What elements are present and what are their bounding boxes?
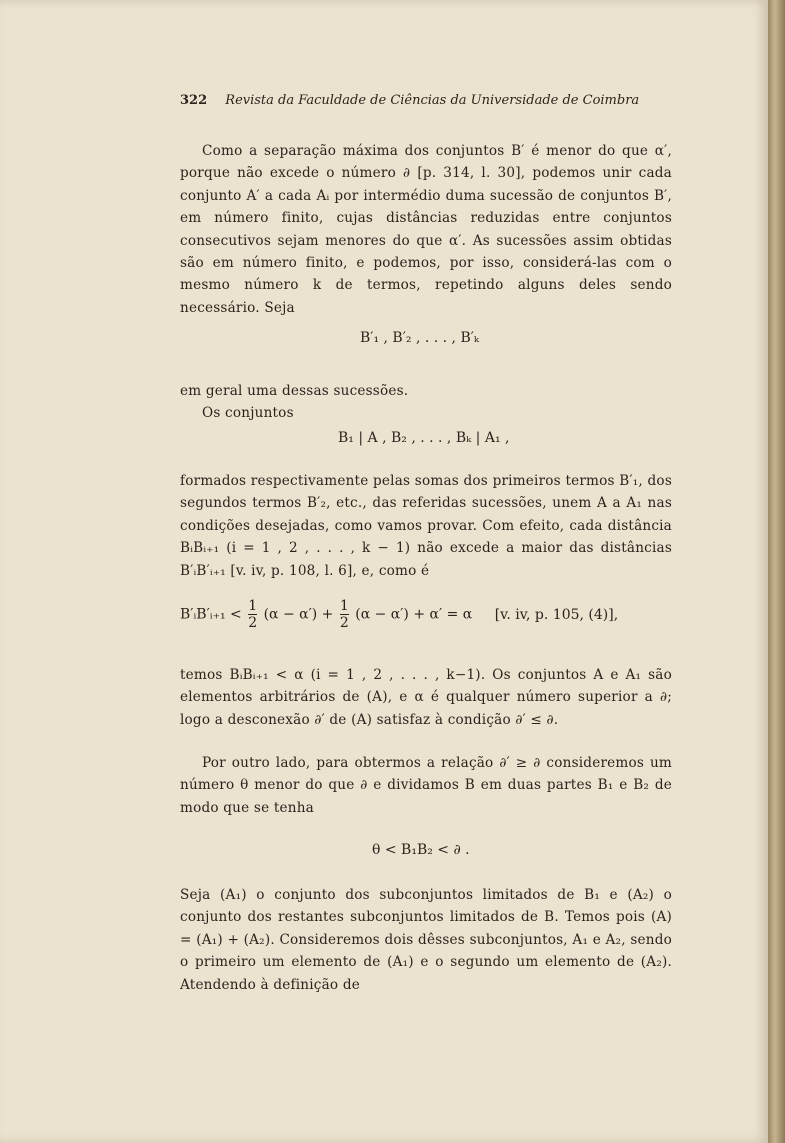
fraction-numerator: 1 — [339, 598, 349, 614]
equation-theta: θ < B₁B₂ < ∂ . — [372, 842, 470, 858]
equation-sums: B₁ | A , B₂ , . . . , Bₖ | A₁ , — [338, 430, 510, 446]
book-spine — [768, 0, 785, 1143]
fraction-half-1 — [248, 598, 257, 631]
paragraph-6-text: Seja (A₁) o conjunto dos subconjuntos limitados de B₁ e (A₂) o conjunto dos restantes subconjuntos limitados de B. Temos pois (A) = (A₁) + (A₂). Consideremos dois dêsses subconjuntos, A₁ e A₂, sendo o primeiro um elemento de (A₁) e o segundo um elemento de (A₂). Atendendo à definição de — [180, 887, 672, 993]
fraction-half-2 — [340, 598, 349, 631]
eq3-mid1: (α − α′) + — [263, 606, 334, 623]
eq3-mid2: (α − α′) + α′ = α — [355, 606, 473, 623]
fraction-numerator: 1 — [248, 598, 258, 614]
eq3-lhs: B′ᵢB′ᵢ₊₁ < — [180, 606, 242, 623]
eq3-reference: [v. iv, p. 105, (4)], — [494, 606, 619, 623]
equation-inequality — [180, 598, 618, 631]
paragraph-3 — [180, 470, 672, 582]
paragraph-2a-text: em geral uma dessas sucessões. — [180, 383, 409, 399]
paragraph-2b-text: Os conjuntos — [202, 405, 294, 422]
paragraph-3-text: formados respectivamente pelas somas dos primeiros termos B′₁, dos segundos termos B′₂, etc., das referidas sucessões, unem A a A₁ nas condições desejadas, como vamos provar. Com efeito, cada distância BᵢBᵢ₊₁ (i = 1 , 2 , . . . , k − 1) não excede a maior das distâncias B′ᵢB′ᵢ₊₁ [v. iv, p. 108, l. 6], e, como é — [180, 473, 672, 579]
paragraph-1-text: Como a separação máxima dos conjuntos B′ é menor do que α′, porque não excede o número ∂ [p. 314, l. 30], podemos unir cada conjunto A′ a cada Aᵢ por intermédio duma sucessão de conjuntos B′, em número finito, cujas distâncias reduzidas entre conjuntos consecutivos sejam menores do que α′. As sucessões assim obtidas são em número finito, e podemos, por isso, considerá-las com o mesmo número k de termos, repetindo alguns deles sendo necessário. Seja — [180, 143, 672, 316]
paragraph-6 — [180, 884, 672, 996]
journal-title: Revista da Faculdade de Ciências da Universidade de Coimbra — [225, 93, 640, 108]
paragraph-5 — [180, 752, 672, 819]
paragraph-2 — [180, 380, 672, 425]
fraction-denominator: 2 — [248, 615, 258, 631]
equation-sequence: B′₁ , B′₂ , . . . , B′ₖ — [360, 330, 480, 346]
paragraph-4-text: temos BᵢBᵢ₊₁ < α (i = 1 , 2 , . . . , k−1). Os conjuntos A e A₁ são elementos arbitrários de (A), e α é qualquer número superior a ∂; logo a desconexão ∂′ de (A) satisfaz à condição ∂′ ≤ ∂. — [180, 667, 672, 728]
paragraph-5-text: Por outro lado, para obtermos a relação ∂′ ≥ ∂ consideremos um número θ menor do que ∂ e dividamos B em duas partes B₁ e B₂ de modo que se tenha — [180, 755, 672, 816]
fraction-denominator: 2 — [339, 615, 349, 631]
running-header — [180, 93, 650, 108]
page-number: 322 — [180, 93, 208, 108]
paragraph-4 — [180, 664, 672, 731]
paragraph-1 — [180, 140, 672, 319]
